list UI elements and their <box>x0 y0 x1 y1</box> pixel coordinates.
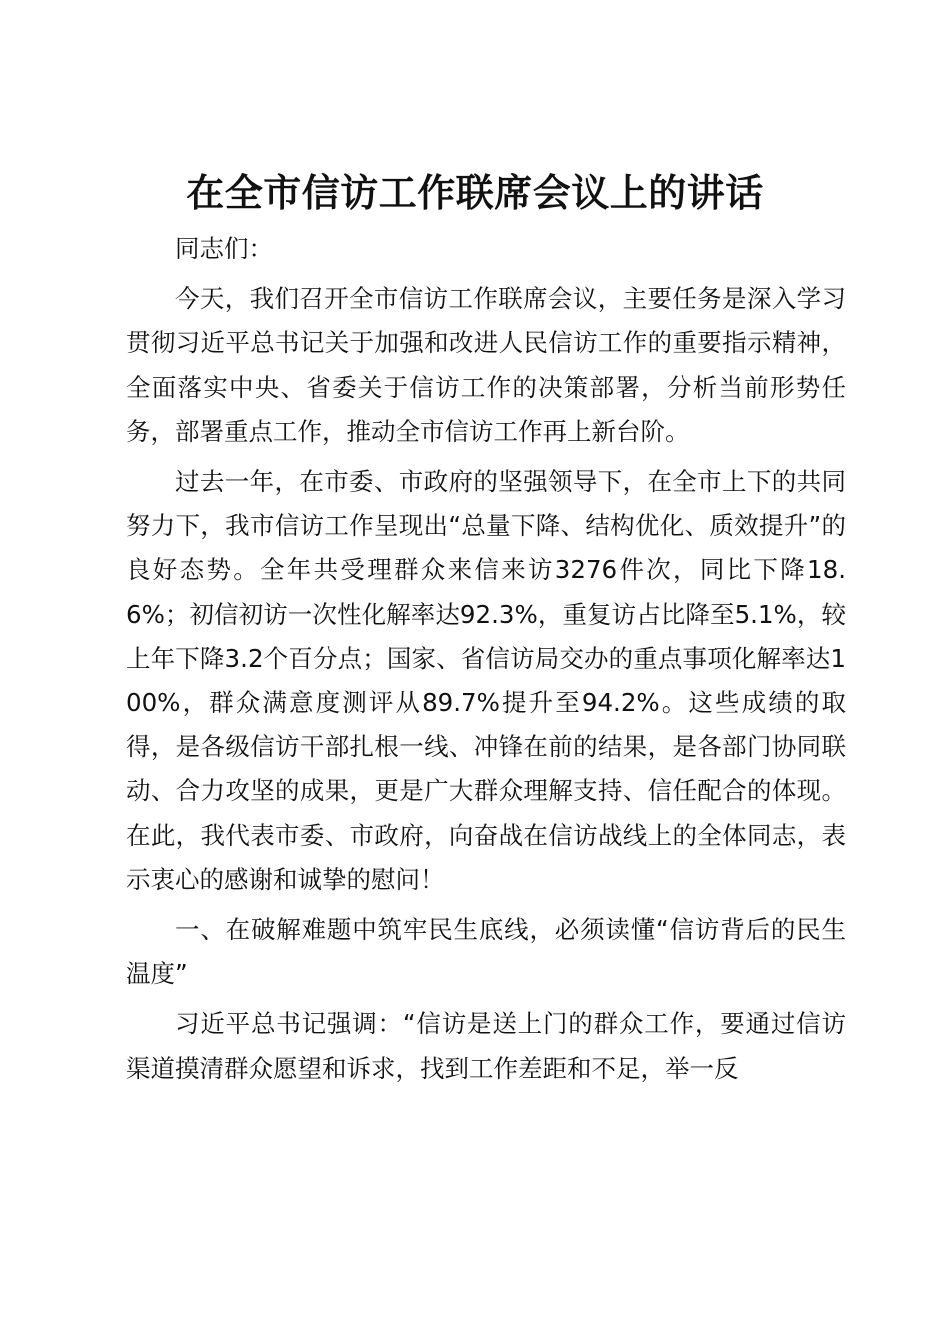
section-heading-1: 一、在破解难题中筑牢民生底线，必须读懂“信访背后的民生温度” <box>126 915 846 989</box>
paragraph-quote: 习近平总书记强调：“信访是送上门的群众工作，要通过信访渠道摸清群众愿望和诉求，找到工作差距和不足，举一反 <box>126 1009 846 1083</box>
greeting-line: 同志们： <box>175 234 273 263</box>
paragraph-opening: 今天，我们召开全市信访工作联席会议，主要任务是深入学习贯彻习近平总书记关于加强和改进人民信访工作的重要指示精神，全面落实中央、省委关于信访工作的决策部署，分析当前形势任务，部署重点工作，推动全市信访工作再上新台阶。 <box>126 284 846 446</box>
document-title: 在全市信访工作联席会议上的讲话 <box>186 171 764 215</box>
paragraph-achievements: 过去一年，在市委、市政府的坚强领导下，在全市上下的共同努力下，我市信访工作呈现出“总量下降、结构优化、质效提升”的良好态势。全年共受理群众来信来访3276件次，同比下降18.6%；初信初访一次性化解率达92.3%，重复访占比降至5.1%，较上年下降3.2个百分点；国家、省信访局交办的重点事项化解率达100%，群众满意度测评从89.7%提升至94.2%。这些成绩的取得，是各级信访干部扎根一线、冲锋在前的结果，是各部门协同联动、合力攻坚的成果，更是广大群众理解支持、信任配合的体现。在此，我代表市委、市政府，向奋战在信访战线上的全体同志，表示衷心的感谢和诚挚的慰问！ <box>126 467 846 894</box>
document-body <box>126 227 846 1091</box>
